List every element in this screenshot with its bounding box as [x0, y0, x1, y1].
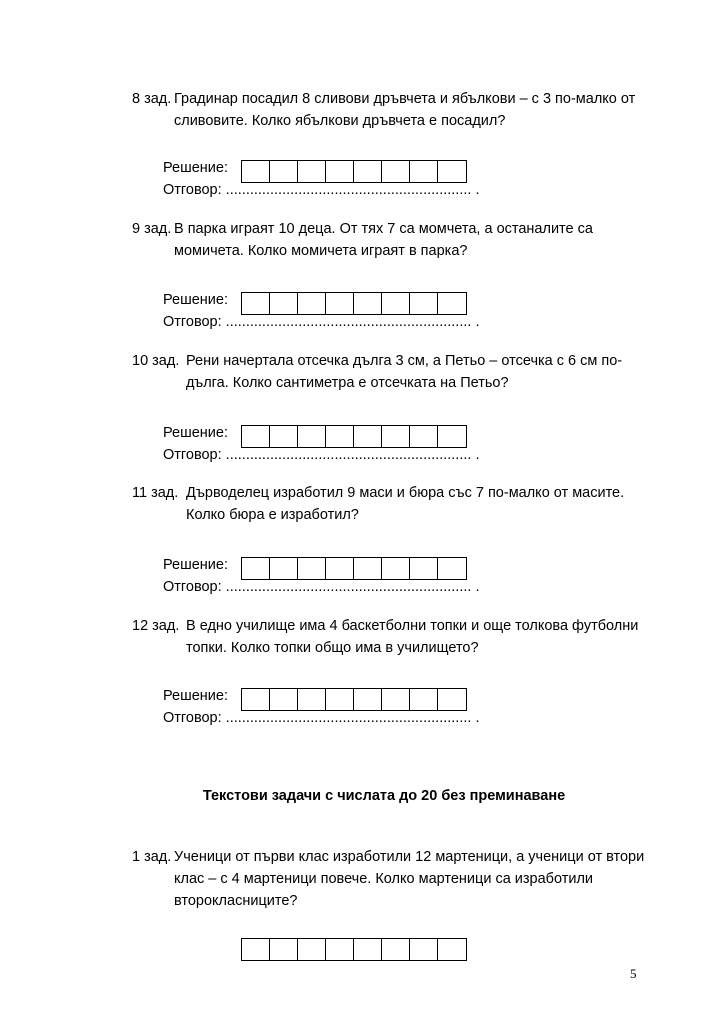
solution-label: Решение:: [163, 292, 228, 308]
task-text: В едно училище има 4 баскетболни топки и още толкова футболни топки. Колко топки общо има в училището?: [186, 618, 639, 656]
task-number: 11 зад.: [132, 485, 179, 501]
task-number: 8 зад.: [132, 91, 172, 107]
task-number: 12 зад.: [132, 618, 180, 634]
answer-line: Отговор: ............................................................. .: [163, 447, 480, 463]
task-number: 1 зад.: [132, 849, 172, 865]
task-9: [132, 218, 652, 262]
task-1: [132, 846, 652, 912]
answer-line: Отговор: ............................................................. .: [163, 579, 480, 595]
solution-label: Решение:: [163, 557, 228, 573]
answer-line: Отговор: ............................................................. .: [163, 314, 480, 330]
section-heading: [0, 788, 728, 804]
solution-label: Решение:: [163, 688, 228, 704]
task-11: [132, 482, 652, 526]
task-12: [132, 615, 652, 659]
answer-line: Отговор: ............................................................. .: [163, 182, 480, 198]
solution-grid-1[interactable]: [241, 938, 467, 961]
task-text: Дърводелец изработил 9 маси и бюра със 7 по-малко от масите. Колко бюра е изработил?: [186, 485, 625, 523]
task-number: 10 зад.: [132, 353, 180, 369]
task-number: 9 зад.: [132, 221, 172, 237]
task-8: [132, 88, 652, 132]
task-text: Ученици от първи клас изработили 12 мартеници, а ученици от втори клас – с 4 мартеници повече. Колко мартеници са изработили второкласниците?: [174, 849, 645, 909]
page-number: 5: [630, 966, 637, 981]
task-text: Градинар посадил 8 сливови дръвчета и ябълкови – с 3 по-малко от сливовите. Колко ябълкови дръвчета е посадил?: [174, 91, 636, 129]
section-heading-text: Текстови задачи с числата до 20 без преминаване: [202, 788, 566, 804]
task-text: В парка играят 10 деца. От тях 7 са момчета, а останалите са момичета. Колко момичета играят в парка?: [174, 221, 593, 259]
solution-label: Решение:: [163, 425, 228, 441]
task-text: Рени начертала отсечка дълга 3 см, а Петьо – отсечка с 6 см по- дълга. Колко сантиметра е отсечката на Петьо?: [186, 353, 623, 391]
task-10: [132, 350, 652, 394]
answer-line: Отговор: ............................................................. .: [163, 710, 480, 726]
solution-label: Решение:: [163, 160, 228, 176]
